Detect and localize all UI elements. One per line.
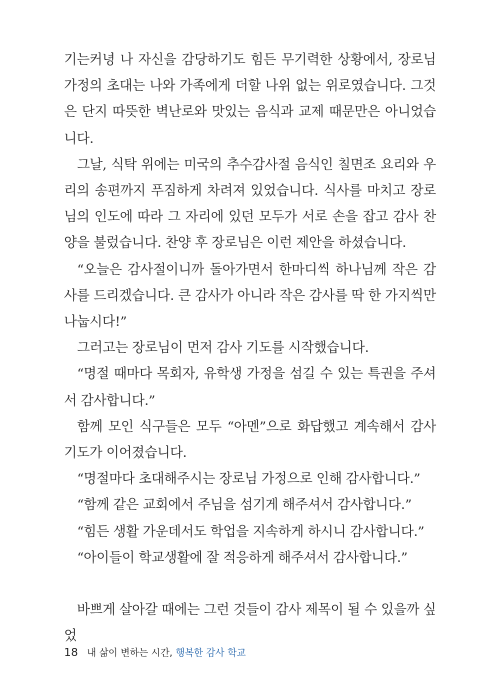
page-footer — [64, 645, 246, 659]
paragraph: 그러고는 장로님이 먼저 감사 기도를 시작했습니다. — [77, 341, 369, 357]
page-number: 18 — [64, 646, 78, 659]
paragraph: 기는커녕 나 자신을 감당하기도 힘든 무기력한 상황에서, 장로님 가정의 초대는 나와 가족에게 더할 나위 없는 위로였습니다. 그것은 단지 따뜻한 벽난로와 맛있는 음식과 교제 때문만은 아니었습니다. — [64, 53, 436, 147]
quote-paragraph: “아이들이 학교생활에 잘 적응하게 해주셔서 감사합니다.” — [77, 550, 408, 566]
quote-paragraph: “명절 때마다 목회자, 유학생 가정을 섬길 수 있는 특권을 주셔서 감사합니다.” — [64, 367, 436, 409]
quote-paragraph: “오늘은 감사절이니까 돌아가면서 한마디씩 하나님께 작은 감사를 드리겠습니다. 큰 감사가 아니라 작은 감사를 딱 한 가지씩만 나눕시다!” — [64, 262, 436, 331]
quote-paragraph: “함께 같은 교회에서 주님을 섬기게 해주셔서 감사합니다.” — [77, 498, 412, 514]
book-subtitle: 내 삶이 변하는 시간, — [87, 648, 173, 659]
body-text — [64, 48, 436, 650]
quote-paragraph: “명절마다 초대해주시는 장로님 가정으로 인해 감사합니다.” — [77, 472, 421, 488]
paragraph: 바쁘게 살아갈 때에는 그런 것들이 감사 제목이 될 수 있을까 싶었 — [64, 603, 436, 645]
paragraph: 함께 모인 식구들은 모두 “아멘”으로 화답했고 계속해서 감사 기도가 이어졌습니다. — [64, 419, 436, 462]
book-title: 행복한 감사 학교 — [175, 648, 246, 659]
quote-paragraph: “힘든 생활 가운데서도 학업을 지속하게 하시니 감사합니다.” — [77, 524, 425, 540]
paragraph: 그날, 식탁 위에는 미국의 추수감사절 음식인 칠면조 요리와 우리의 송편까지 푸짐하게 차려져 있었습니다. 식사를 마치고 장로님의 인도에 따라 그 자리에 있던 모두가 서로 손을 잡고 감사 찬양을 불렀습니다. 찬양 후 장로님은 이런 제안을 하셨습니다. — [64, 157, 436, 252]
